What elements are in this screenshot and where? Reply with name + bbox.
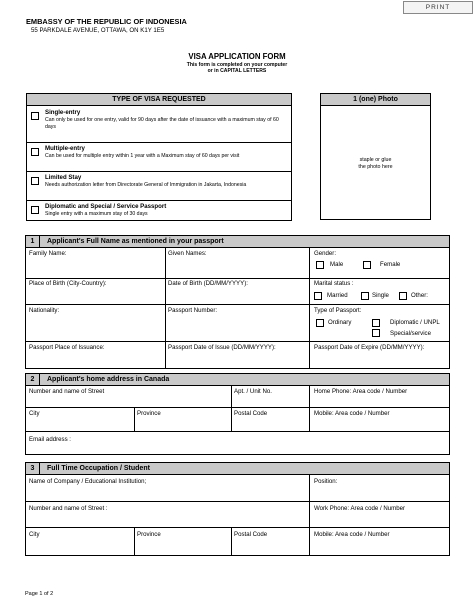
embassy-name: EMBASSY OF THE REPUBLIC OF INDONESIA xyxy=(26,17,187,26)
work-postal-code-label: Postal Code xyxy=(234,531,268,538)
postal-code-label: Postal Code xyxy=(234,410,268,417)
section-number: 2 xyxy=(26,374,40,385)
photo-line-2: the photo here xyxy=(358,164,393,171)
place-of-issuance-label: Passport Place of Issuance: xyxy=(29,344,105,351)
ordinary-label: Ordinary xyxy=(328,319,352,326)
section-title: Applicant's home address in Canada xyxy=(47,375,170,383)
male-checkbox[interactable] xyxy=(316,261,324,269)
diplomatic-unpl-label: Diplomatic / UNPL xyxy=(390,319,440,326)
section-2-header xyxy=(25,373,450,386)
visa-option-diplomatic xyxy=(27,201,291,220)
section-number: 3 xyxy=(26,463,40,474)
passport-number-label: Passport Number: xyxy=(168,307,218,314)
work-city-label: City xyxy=(29,531,40,538)
limited-stay-checkbox[interactable] xyxy=(31,177,39,185)
date-of-issue-label: Passport Date of Issue (DD/MM/YYYY): xyxy=(168,344,276,351)
ordinary-checkbox[interactable] xyxy=(316,319,324,327)
male-label: Male xyxy=(330,261,344,268)
form-subtitle-1: This form is completed on your computer xyxy=(186,62,288,68)
photo-line-1: staple or glue xyxy=(359,157,392,163)
photo-header: 1 (one) Photo xyxy=(321,94,430,106)
gender-label: Gender: xyxy=(314,250,337,257)
print-button[interactable]: PRINT xyxy=(403,1,473,14)
visa-option-desc: Single entry with a maximum stay of 30 days xyxy=(45,211,148,217)
photo-box xyxy=(320,93,431,220)
apt-unit-label: Apt. / Unit No. xyxy=(234,388,272,395)
section-title: Full Time Occupation / Student xyxy=(47,464,150,472)
section-3-grid xyxy=(25,475,450,556)
special-service-checkbox[interactable] xyxy=(372,329,380,337)
mobile-label: Mobile: Area code / Number xyxy=(314,410,390,417)
type-of-passport-label: Type of Passport: xyxy=(314,307,362,314)
section-3-header xyxy=(25,462,450,475)
page-number: Page 1 of 2 xyxy=(25,591,54,597)
embassy-address: 55 PARKDALE AVENUE, OTTAWA, ON K1Y 1E5 xyxy=(31,27,165,34)
position-label: Position: xyxy=(314,478,338,485)
visa-type-box xyxy=(26,93,292,221)
email-row xyxy=(25,432,450,455)
visa-option-title: Multiple-entry xyxy=(45,145,85,152)
single-checkbox[interactable] xyxy=(361,292,369,300)
work-street-label: Number and name of Street : xyxy=(29,505,108,512)
other-checkbox[interactable] xyxy=(399,292,407,300)
street-label: Number and name of Street xyxy=(29,388,105,395)
special-service-label: Special/service xyxy=(390,330,431,337)
visa-option-title: Diplomatic and Special / Service Passport xyxy=(45,203,167,210)
home-phone-label: Home Phone: Area code / Number xyxy=(314,388,408,395)
email-label: Email address : xyxy=(29,436,71,443)
section-number: 1 xyxy=(26,236,40,247)
female-checkbox[interactable] xyxy=(363,261,371,269)
given-names-label: Given Names: xyxy=(168,250,207,257)
form-title: VISA APPLICATION FORM xyxy=(188,52,286,61)
visa-option-title: Limited Stay xyxy=(45,174,82,181)
diplomatic-unpl-checkbox[interactable] xyxy=(372,319,380,327)
single-entry-checkbox[interactable] xyxy=(31,112,39,120)
marital-status-label: Marital status : xyxy=(314,280,354,287)
family-name-label: Family Name: xyxy=(29,250,67,257)
other-label: Other: xyxy=(411,292,428,299)
form-subtitle-2: or in CAPITAL LETTERS xyxy=(207,68,267,74)
work-phone-label: Work Phone: Area code / Number xyxy=(314,505,406,512)
place-of-birth-label: Place of Birth (City-Country): xyxy=(29,280,107,287)
nationality-label: Nationality: xyxy=(29,307,60,314)
section-1-grid xyxy=(25,248,450,369)
visa-option-single-entry xyxy=(27,107,291,143)
visa-option-multiple-entry xyxy=(27,143,291,172)
province-label: Province xyxy=(137,410,161,417)
visa-option-desc: Needs authorization letter from Directorate General of Immigration in Jakarta, Indonesia xyxy=(45,182,247,188)
company-label: Name of Company / Educational Institution; xyxy=(29,478,147,485)
work-province-label: Province xyxy=(137,531,161,538)
visa-option-title: Single-entry xyxy=(45,109,81,116)
visa-type-header: TYPE OF VISA REQUESTED xyxy=(27,94,291,106)
visa-option-desc: Can only be used for one entry, valid for 90 days after the date of issuance with a maximum stay of 60 days xyxy=(45,117,279,131)
visa-option-desc: Can be used for multiple entry within 1 year with a Maximum stay of 60 days per visit xyxy=(45,153,240,159)
single-label: Single xyxy=(372,292,389,299)
section-title: Applicant's Full Name as mentioned in your passport xyxy=(47,237,224,245)
multiple-entry-checkbox[interactable] xyxy=(31,148,39,156)
married-label: Married xyxy=(327,292,348,299)
section-1-header xyxy=(25,235,450,248)
work-mobile-label: Mobile: Area code / Number xyxy=(314,531,390,538)
female-label: Female xyxy=(380,261,401,268)
diplomatic-checkbox[interactable] xyxy=(31,206,39,214)
date-of-expire-label: Passport Date of Expire (DD/MM/YYYY): xyxy=(314,344,425,351)
city-label: City xyxy=(29,410,40,417)
photo-instruction xyxy=(321,157,430,172)
married-checkbox[interactable] xyxy=(314,292,322,300)
section-2-grid xyxy=(25,386,450,432)
date-of-birth-label: Date of Birth (DD/MM/YYYY): xyxy=(168,280,248,287)
visa-option-limited-stay xyxy=(27,172,291,201)
